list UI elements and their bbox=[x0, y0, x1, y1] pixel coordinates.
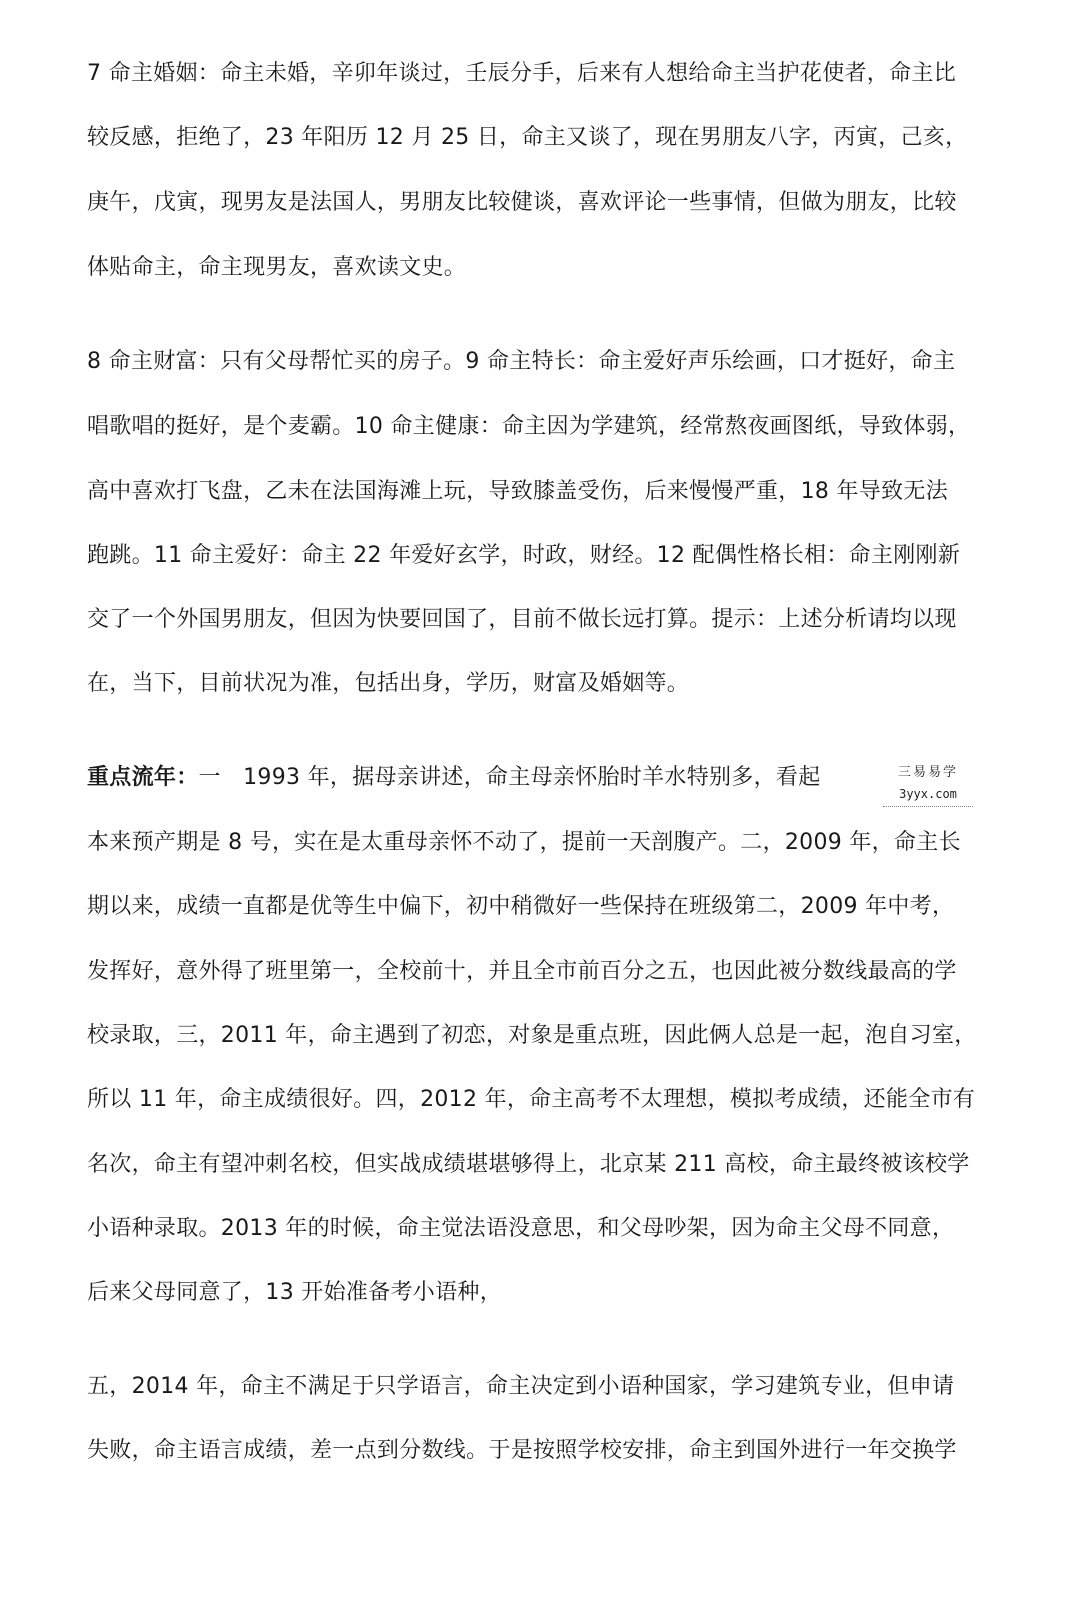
watermark-divider bbox=[883, 806, 973, 809]
text-line: 失败，命主语言成绩，差一点到分数线。于是按照学校安排，命主到国外进行一年交换学 bbox=[87, 1438, 957, 1463]
watermark bbox=[873, 764, 983, 809]
text-line: 较反感，拒绝了，23 年阳历 12 月 25 日，命主又谈了，现在男朋友八字，丙寅，己亥， bbox=[87, 125, 968, 150]
text-line: 后来父母同意了，13 开始准备考小语种， bbox=[87, 1280, 502, 1305]
text-line: 发挥好，意外得了班里第一，全校前十，并且全市前百分之五，也因此被分数线最高的学 bbox=[87, 959, 957, 984]
text-line: 跑跳。11 命主爱好：命主 22 年爱好玄学，时政，财经。12 配偶性格长相：命主刚刚新 bbox=[87, 543, 961, 568]
text-line: 7 命主婚姻：命主未婚，辛卯年谈过，壬辰分手，后来有人想给命主当护花使者，命主比 bbox=[87, 61, 956, 86]
text-line: 期以来，成绩一直都是优等生中偏下，初中稍微好一些保持在班级第二，2009 年中考， bbox=[87, 894, 955, 919]
text-line: 8 命主财富：只有父母帮忙买的房子。9 命主特长：命主爱好声乐绘画，口才挺好，命主 bbox=[87, 349, 956, 374]
text-line: 在，当下，目前状况为准，包括出身，学历，财富及婚姻等。 bbox=[87, 671, 690, 696]
text-line: 唱歌唱的挺好，是个麦霸。10 命主健康：命主因为学建筑，经常熬夜画图纸，导致体弱， bbox=[87, 414, 971, 439]
text-line: 庚午，戊寅，现男友是法国人，男朋友比较健谈，喜欢评论一些事情，但做为朋友，比较 bbox=[87, 190, 957, 215]
text-line: 所以 11 年，命主成绩很好。四，2012 年，命主高考不太理想，模拟考成绩，还能全市有 bbox=[87, 1087, 976, 1112]
text-line: 高中喜欢打飞盘，乙未在法国海滩上玩，导致膝盖受伤，后来慢慢严重，18 年导致无法 bbox=[87, 479, 948, 504]
key-years-heading: 重点流年： bbox=[87, 765, 199, 790]
text-line: 五，2014 年，命主不满足于只学语言，命主决定到小语种国家，学习建筑专业，但申请 bbox=[87, 1374, 955, 1399]
text-line bbox=[87, 763, 821, 793]
text-line: 校录取，三，2011 年，命主遇到了初恋，对象是重点班，因此俩人总是一起，泡自习室， bbox=[87, 1023, 977, 1048]
text-line: 名次，命主有望冲刺名校，但实战成绩堪堪够得上，北京某 211 高校，命主最终被该校学 bbox=[87, 1152, 970, 1177]
text-line: 小语种录取。2013 年的时候，命主觉法语没意思，和父母吵架，因为命主父母不同意， bbox=[87, 1216, 955, 1241]
text-line: 本来预产期是 8 号，实在是太重母亲怀不动了，提前一天剖腹产。二，2009 年，命主长 bbox=[87, 830, 961, 855]
text-line: 交了一个外国男朋友，但因为快要回国了，目前不做长远打算。提示：上述分析请均以现 bbox=[87, 607, 957, 632]
text-line: 体贴命主，命主现男友，喜欢读文史。 bbox=[87, 255, 467, 280]
watermark-name: 三易易学 bbox=[897, 765, 958, 780]
text-run: 一 1993 年，据母亲讲述，命主母亲怀胎时羊水特别多，看起 bbox=[198, 765, 821, 790]
watermark-url: 3yyx.com bbox=[899, 787, 957, 801]
